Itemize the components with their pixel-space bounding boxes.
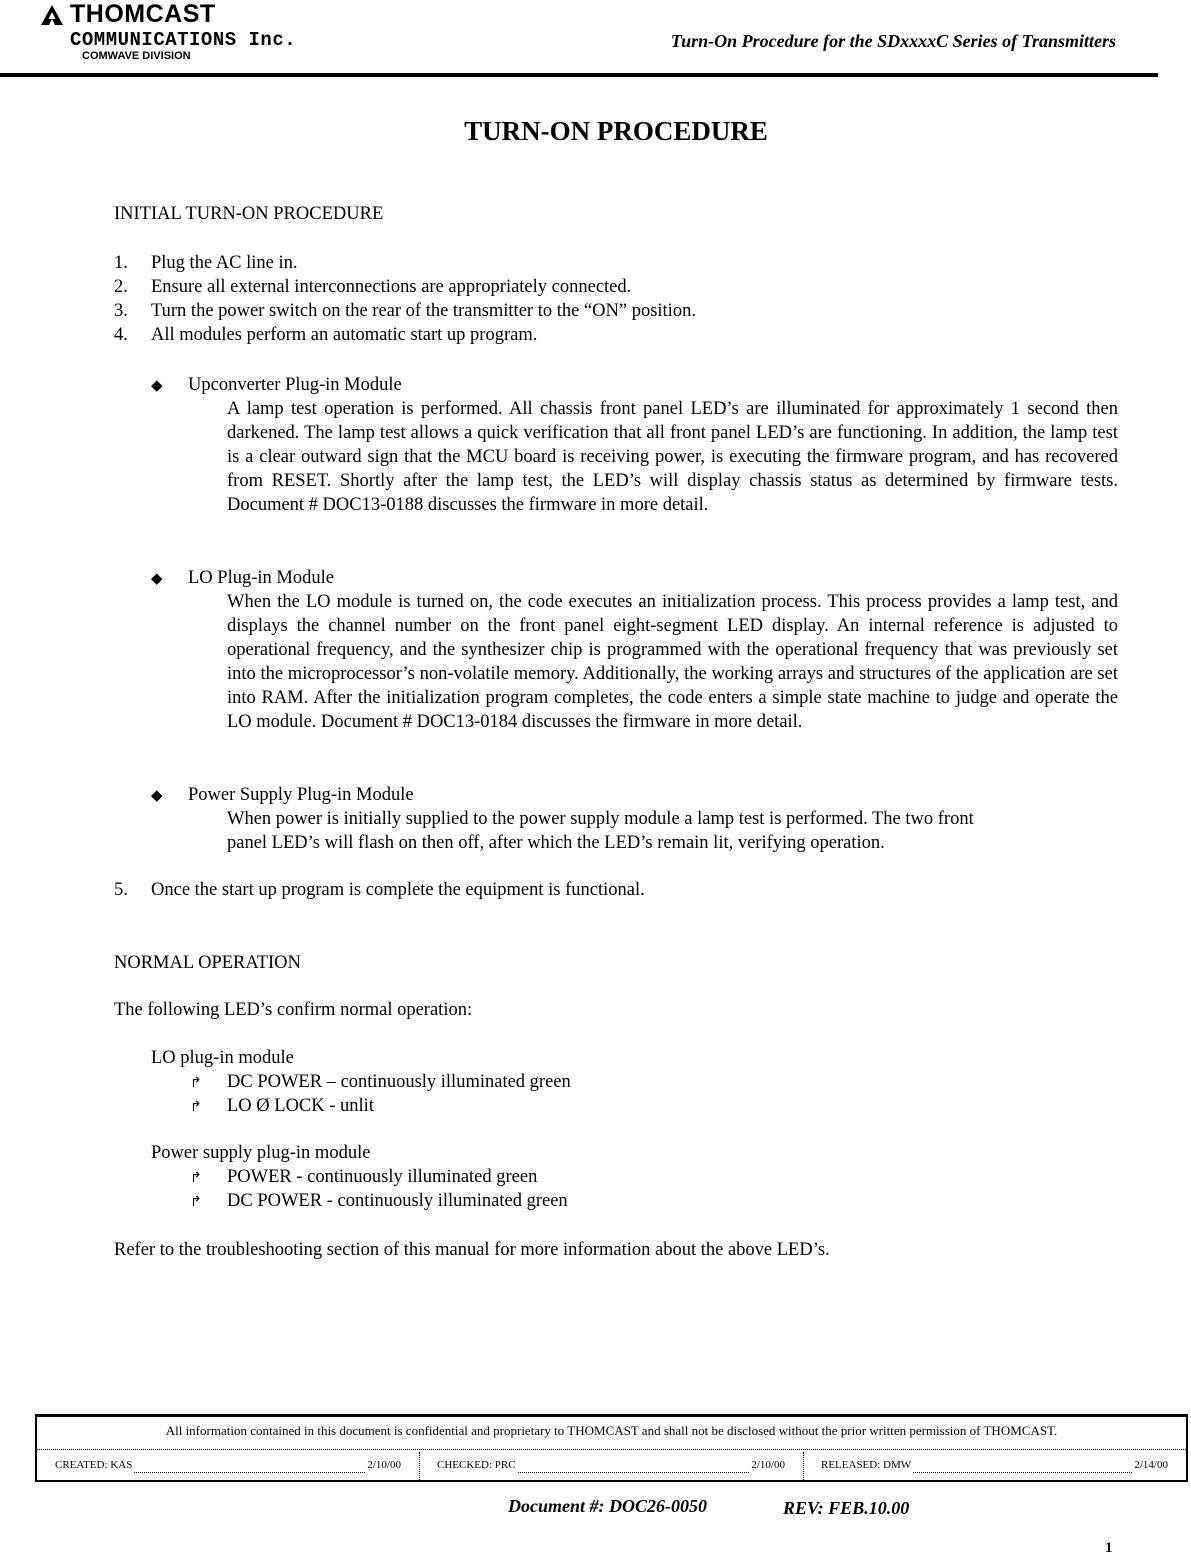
normal-intro: The following LED’s confirm normal operation:	[114, 1000, 473, 1020]
led-item	[190, 1070, 571, 1095]
arrow-bullet-icon: ↱	[190, 1075, 202, 1091]
led-item	[190, 1094, 374, 1119]
led-text: LO Ø LOCK - unlit	[227, 1096, 374, 1116]
page-title: TURN-ON PROCEDURE	[464, 116, 768, 146]
step-number: 4.	[114, 325, 128, 345]
led-text: POWER - continuously illuminated green	[227, 1167, 538, 1187]
step-item	[114, 878, 645, 902]
lo-module-label: LO plug-in module	[151, 1048, 294, 1068]
step-text: Plug the AC line in.	[151, 253, 298, 273]
diamond-bullet-icon: ◆	[151, 571, 163, 587]
led-item	[190, 1165, 537, 1190]
refer-text: Refer to the troubleshooting section of this manual for more information about the above LED’s.	[114, 1240, 830, 1260]
released-cell	[803, 1452, 1186, 1482]
step-number: 3.	[114, 301, 128, 321]
step-item	[114, 275, 631, 299]
module-bullet-upconverter	[151, 373, 402, 398]
confidentiality-notice: All information contained in this document is confidential and proprietary to THOMCAST and shall not be disclosed without the prior written permission of THOMCAST.	[37, 1416, 1186, 1450]
company-logo	[40, 0, 216, 29]
document-number: Document #: DOC26-0050	[508, 1496, 707, 1516]
section-heading-normal: NORMAL OPERATION	[114, 953, 301, 973]
module-bullet-lo	[151, 566, 334, 591]
diamond-bullet-icon: ◆	[151, 788, 163, 804]
module-label: Upconverter Plug-in Module	[188, 375, 402, 395]
module-description-power-supply-line1: When power is initially supplied to the power supply module a lamp test is performed. The two front	[227, 809, 974, 829]
arrow-bullet-icon: ↱	[190, 1170, 202, 1186]
released-label: RELEASED: DMW	[821, 1459, 912, 1471]
arrow-bullet-icon: ↱	[190, 1099, 202, 1115]
module-description-upconverter: A lamp test operation is performed. All chassis front panel LED’s are illuminated for approximately 1 second then darkened. The lamp test allows a quick verification that all front panel LED’s are functioning. In addition, the lamp test is a clear outward sign that the MCU board is receiving power, is executing the firmware program, and has recovered from RESET. Shortly after the lamp test, the LED’s will display chassis status as determined by firmware tests. Document # DOC13-0188 discusses the firmware in more detail.	[227, 399, 1118, 515]
step-text: Turn the power switch on the rear of the transmitter to the “ON” position.	[151, 301, 696, 321]
division-name: COMWAVE DIVISION	[82, 50, 191, 62]
step-text: All modules perform an automatic start up program.	[151, 325, 538, 345]
led-text: DC POWER - continuously illuminated green	[227, 1191, 568, 1211]
step-item	[114, 299, 696, 323]
step-text: Once the start up program is complete the equipment is functional.	[151, 880, 645, 900]
module-label: LO Plug-in Module	[188, 568, 334, 588]
step-item	[114, 251, 297, 275]
header-doc-title: Turn-On Procedure for the SDxxxxC Series of Transmitters	[670, 31, 1116, 51]
module-description-power-supply-line2: panel LED’s will flash on then off, after which the LED’s remain lit, verifying operation.	[227, 833, 885, 853]
released-date: 2/14/00	[1134, 1459, 1168, 1471]
arrow-bullet-icon: ↱	[190, 1194, 202, 1210]
step-number: 2.	[114, 277, 128, 297]
module-description-lo: When the LO module is turned on, the code executes an initialization process. This process provides a lamp test, and displays the channel number on the front panel eight-segment LED display. An internal reference is adjusted to operational frequency, and the synthesizer chip is programmed with the operational frequency that was previously set into the microprocessor’s non-volatile memory. Additionally, the working arrays and structures of the application are set into RAM. After the initialization program completes, the code enters a simple state machine to judge and operate the LO module. Document # DOC13-0184 discusses the firmware in more detail.	[227, 592, 1118, 732]
header-divider	[0, 73, 1158, 77]
module-label: Power Supply Plug-in Module	[188, 785, 414, 805]
thomcast-logo-icon	[40, 4, 64, 26]
module-bullet-power-supply	[151, 783, 414, 808]
page-number: 1	[1105, 1540, 1113, 1556]
checked-date: 2/10/00	[751, 1459, 785, 1471]
checked-cell	[419, 1452, 803, 1482]
created-date: 2/10/00	[367, 1459, 401, 1471]
led-text: DC POWER – continuously illuminated green	[227, 1072, 571, 1092]
checked-label: CHECKED: PRC	[437, 1459, 516, 1471]
company-name: THOMCAST	[70, 0, 216, 28]
created-label: CREATED: KAS	[55, 1459, 133, 1471]
step-text: Ensure all external interconnections are appropriately connected.	[151, 277, 632, 297]
step-item	[114, 323, 537, 347]
step-number: 5.	[114, 880, 128, 900]
company-subtitle: COMMUNICATIONS Inc.	[70, 29, 297, 51]
step-number: 1.	[114, 253, 128, 273]
ps-module-label: Power supply plug-in module	[151, 1143, 371, 1163]
section-heading-initial: INITIAL TURN-ON PROCEDURE	[114, 204, 384, 224]
led-item	[190, 1189, 568, 1214]
created-cell	[37, 1452, 419, 1482]
diamond-bullet-icon: ◆	[151, 378, 163, 394]
revision: REV: FEB.10.00	[783, 1498, 910, 1518]
